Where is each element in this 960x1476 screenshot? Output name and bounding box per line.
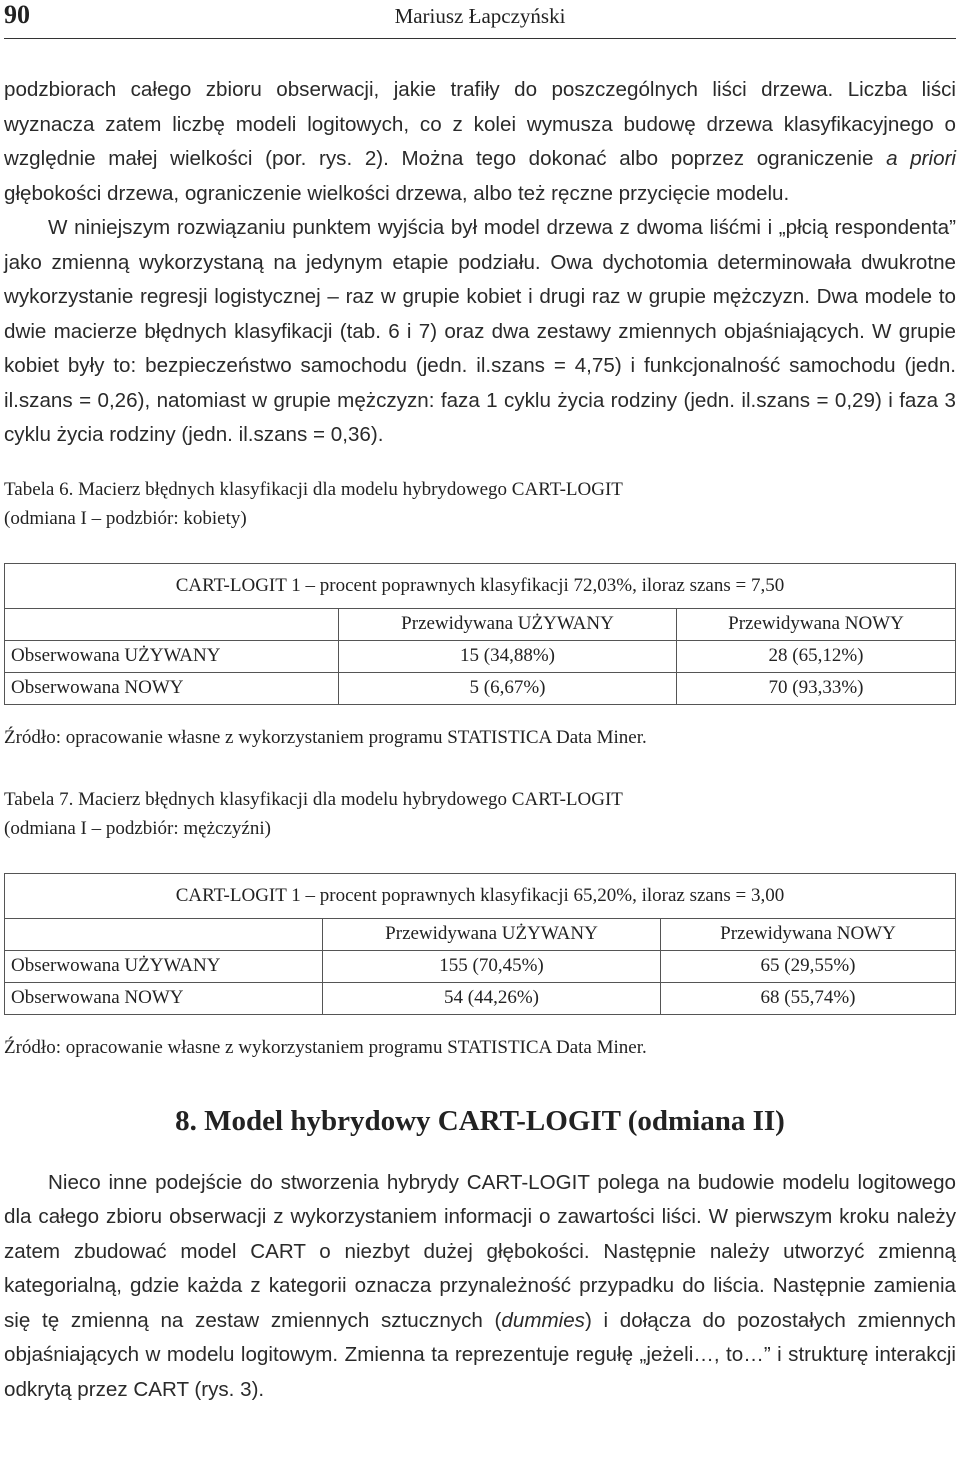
section-heading: 8. Model hybrydowy CART-LOGIT (odmiana II) — [175, 1104, 785, 1137]
table-6-cell: 70 (93,33%) — [677, 672, 956, 704]
table-6-row-label: Obserwowana UŻYWANY — [5, 640, 339, 672]
table-7-corner-cell — [5, 918, 323, 950]
table-7-caption-line-2: (odmiana I – podzbiór: mężczyźni) — [4, 817, 271, 839]
author-name: Mariusz Łapczyński — [394, 4, 566, 28]
paragraph-1-italic: a priori — [886, 147, 956, 170]
table-7-caption — [4, 785, 956, 843]
paragraph-3-italic: dummies — [501, 1308, 585, 1332]
table-7-title-row — [5, 873, 956, 918]
table-6-row-label: Obserwowana NOWY — [5, 672, 339, 704]
paragraph-3-part-a: Nieco inne podejście do stworzenia hybrydy CART-LOGIT polega na budowie modelu logitowego dla całego zbioru obserwacji z wykorzystaniem informacji o zawartości liści. W pierwszym kroku należy zatem zbudować model CART o niezbyt dużej głębokości. Następnie należy utworzyć zmienną kategorialną, gdzie każda z kategorii oznacza przynależność przypadku do liścia. Następnie zamienia się tę zmienną na zestaw zmiennych sztucznych ( — [4, 1170, 956, 1332]
page-number: 90 — [4, 0, 30, 29]
table-6-title-row — [5, 563, 956, 608]
table-7-row-label: Obserwowana NOWY — [5, 982, 323, 1014]
table-7-col-header-new: Przewidywana NOWY — [661, 918, 956, 950]
table-row — [5, 672, 956, 704]
paragraph-1-part-b: głębokości drzewa, ograniczenie wielkości drzewa, albo też ręczne przycięcie modelu. — [4, 181, 790, 205]
table-row — [5, 640, 956, 672]
table-6-corner-cell — [5, 608, 339, 640]
table-7 — [4, 873, 956, 1015]
table-6-caption — [4, 475, 956, 533]
table-6-cell: 15 (34,88%) — [339, 640, 677, 672]
table-6-col-header-new: Przewidywana NOWY — [677, 608, 956, 640]
table-6-source: Źródło: opracowanie własne z wykorzystaniem programu STATISTICA Data Miner. — [4, 726, 647, 748]
table-6-cell: 28 (65,12%) — [677, 640, 956, 672]
table-6-caption-line-2: (odmiana I – podzbiór: kobiety) — [4, 507, 247, 529]
table-6-col-header-used: Przewidywana UŻYWANY — [339, 608, 677, 640]
table-7-cell: 155 (70,45%) — [323, 950, 661, 982]
paragraph-2: W niniejszym rozwiązaniu punktem wyjścia był model drzewa z dwoma liśćmi i „płcią respondenta” jako zmienną wykorzystaną na jedynym etapie podziału. Owa dychotomia determinowała dwukrotne wykorzystanie regresji logistycznej – raz w grupie kobiet i drugi raz w grupie mężczyzn. Dwa modele to dwie macierze błędnych klasyfikacji (tab. 6 i 7) oraz dwa zestawy zmiennych objaśniających. W grupie kobiet były to: bezpieczeństwo samochodu (jedn. il.szans = 4,75) i funkcjonalność samochodu (jedn. il.szans = 0,26), natomiast w grupie mężczyzn: faza 1 cyklu życia rodziny (jedn. il.szans = 0,29) i faza 3 cyklu życia rodziny (jedn. il.szans = 0,36). — [4, 216, 956, 446]
table-7-row-label: Obserwowana UŻYWANY — [5, 950, 323, 982]
table-7-title: CART-LOGIT 1 – procent poprawnych klasyfikacji 65,20%, iloraz szans = 3,00 — [5, 873, 956, 918]
table-row — [5, 982, 956, 1014]
table-7-cell: 68 (55,74%) — [661, 982, 956, 1014]
table-7-header-row — [5, 918, 956, 950]
table-6-cell: 5 (6,67%) — [339, 672, 677, 704]
table-7-cell: 54 (44,26%) — [323, 982, 661, 1014]
table-7-source: Źródło: opracowanie własne z wykorzystaniem programu STATISTICA Data Miner. — [4, 1036, 647, 1058]
table-6-header-row — [5, 608, 956, 640]
paragraph-3-part-b: ) i dołącza do pozostałych zmiennych objaśniających w modelu logitowym. Zmienna ta reprezentuje regułę „jeżeli…, to…” i strukturę interakcji odkrytą przez CART (rys. 3). — [4, 1308, 956, 1401]
paragraph-3 — [4, 1166, 956, 1408]
table-row — [5, 950, 956, 982]
table-7-caption-line-1: Tabela 7. Macierz błędnych klasyfikacji dla modelu hybrydowego CART-LOGIT — [4, 788, 623, 810]
table-6-caption-line-1: Tabela 6. Macierz błędnych klasyfikacji dla modelu hybrydowego CART-LOGIT — [4, 478, 623, 500]
table-6 — [4, 563, 956, 705]
table-7-col-header-used: Przewidywana UŻYWANY — [323, 918, 661, 950]
paragraph-1-part-a: podzbiorach całego zbioru obserwacji, jakie trafiły do poszczególnych liści drzewa. Liczba liści wyznacza zatem liczbę modeli logitowych, co z kolei wymusza budowę drzewa klasyfikacyjnego o względnie małej wielkości (por. rys. 2). Można tego dokonać albo poprzez ograniczenie — [4, 78, 956, 170]
running-head — [4, 0, 956, 39]
paragraph-1 — [4, 73, 956, 211]
table-6-title: CART-LOGIT 1 – procent poprawnych klasyfikacji 72,03%, iloraz szans = 7,50 — [5, 563, 956, 608]
table-7-cell: 65 (29,55%) — [661, 950, 956, 982]
